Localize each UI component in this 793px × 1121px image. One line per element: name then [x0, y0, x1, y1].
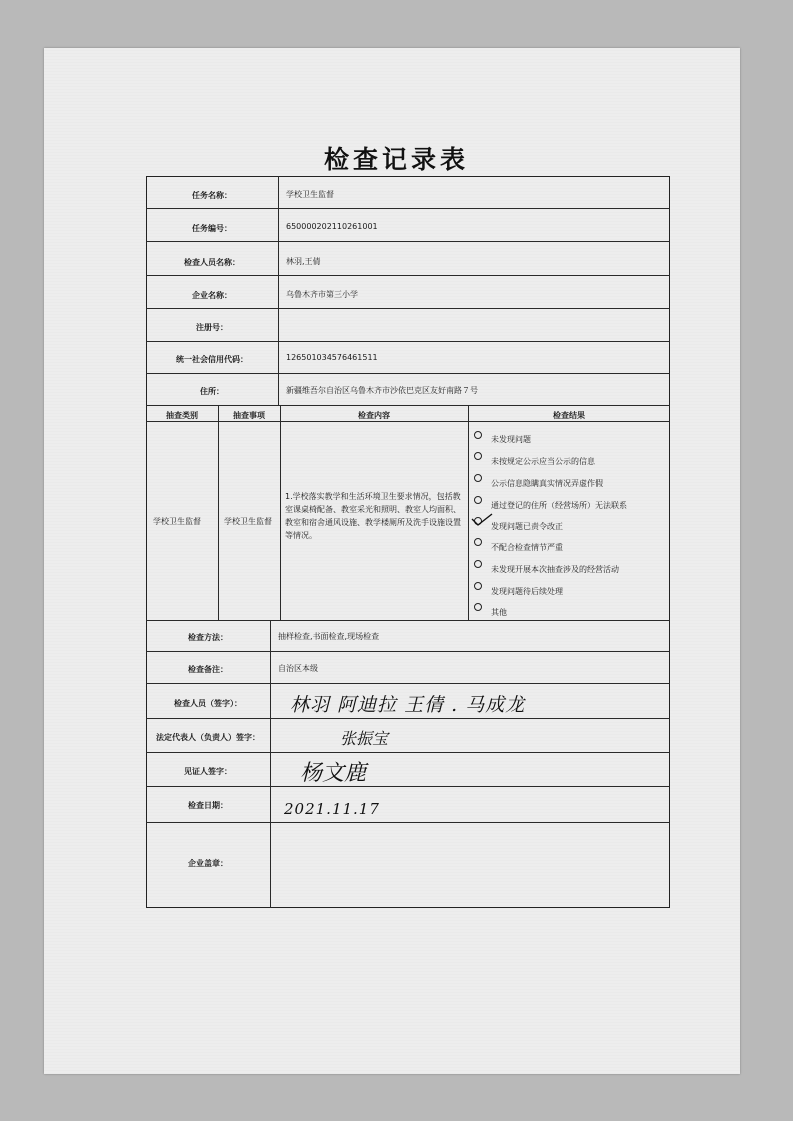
result-radio[interactable] — [474, 431, 482, 439]
result-radio[interactable] — [474, 474, 482, 482]
checkmark-icon — [470, 512, 494, 528]
inspection-category: 学校卫生监督 — [153, 517, 201, 526]
row-divider — [146, 718, 670, 719]
inspection-date: 2021.11.17 — [284, 800, 380, 818]
witness-signature: 杨文鹿 — [300, 761, 367, 786]
method-value: 抽样检查,书面检查,现场检查 — [278, 632, 380, 641]
row-divider — [146, 241, 670, 242]
inspector-signature: 林羽 阿迪拉 王倩 . 马成龙 — [290, 694, 526, 716]
row-divider — [146, 651, 670, 652]
column-divider — [218, 405, 219, 621]
result-option: 发现问题待后续处理 — [491, 587, 563, 596]
result-option: 其他 — [491, 608, 507, 617]
column-divider — [278, 176, 279, 406]
address-label: 住所： — [200, 387, 224, 396]
result-radio[interactable] — [474, 603, 482, 611]
row-divider — [146, 341, 670, 342]
inspection-item: 学校卫生监督 — [224, 517, 272, 526]
result-option: 未发现开展本次抽查涉及的经营活动 — [491, 565, 619, 574]
company-seal-label: 企业盖章： — [188, 859, 228, 868]
record-table — [146, 176, 670, 908]
result-option: 不配合检查情节严重 — [491, 543, 563, 552]
credit-code-value: 126501034576461511 — [286, 353, 378, 362]
task-name-value: 学校卫生监督 — [286, 190, 334, 199]
content-header: 检查内容 — [358, 411, 390, 420]
row-divider — [146, 208, 670, 209]
registration-number-label: 注册号： — [196, 323, 228, 332]
row-divider — [146, 275, 670, 276]
inspector-signature-label: 检查人员（签字）： — [174, 699, 242, 708]
result-option: 公示信息隐瞒真实情况弄虚作假 — [491, 479, 603, 488]
row-divider — [146, 786, 670, 787]
inspector-names-value: 林羽,王倩 — [286, 257, 321, 266]
method-label: 检查方法： — [188, 633, 228, 642]
row-divider — [146, 752, 670, 753]
row-divider — [146, 620, 670, 621]
task-number-value: 650000202110261001 — [286, 222, 378, 231]
witness-signature-label: 见证人签字： — [184, 767, 232, 776]
row-divider — [146, 683, 670, 684]
credit-code-label: 统一社会信用代码： — [176, 355, 248, 364]
column-divider — [270, 620, 271, 908]
result-radio[interactable] — [474, 560, 482, 568]
result-option-checked: 发现问题已责令改正 — [491, 522, 563, 531]
remark-value: 自治区本级 — [278, 664, 318, 673]
result-option: 未发现问题 — [491, 435, 531, 444]
category-header: 抽查类别 — [166, 411, 198, 420]
inspection-date-label: 检查日期： — [188, 801, 228, 810]
row-divider — [146, 405, 670, 406]
row-divider — [146, 308, 670, 309]
remark-label: 检查备注： — [188, 665, 228, 674]
inspection-content: 1.学校落实教学和生活环境卫生要求情况，包括教室课桌椅配备、教室采光和照明、教室人均面积、教室和宿舍通风设施、教学楼厕所及洗手设施设置等情况。 — [285, 492, 461, 540]
result-radio[interactable] — [474, 538, 482, 546]
task-name-label: 任务名称： — [192, 191, 232, 200]
row-divider — [146, 373, 670, 374]
result-header: 检查结果 — [553, 411, 585, 420]
result-option: 未按规定公示应当公示的信息 — [491, 457, 595, 466]
row-divider — [146, 822, 670, 823]
row-divider — [146, 421, 670, 422]
result-radio[interactable] — [474, 452, 482, 460]
result-radio[interactable] — [474, 496, 482, 504]
page-title: 检查记录表 — [323, 145, 469, 174]
address-value: 新疆维吾尔自治区乌鲁木齐市沙依巴克区友好南路７号 — [286, 386, 478, 395]
column-divider — [468, 405, 469, 621]
legal-rep-signature-label: 法定代表人（负责人）签字： — [156, 733, 260, 742]
result-option: 通过登记的住所（经营场所）无法联系 — [491, 501, 627, 510]
company-name-label: 企业名称： — [192, 291, 232, 300]
company-name-value: 乌鲁木齐市第三小学 — [286, 290, 358, 299]
inspector-names-label: 检查人员名称： — [184, 258, 240, 267]
column-divider — [280, 405, 281, 621]
result-radio[interactable] — [474, 582, 482, 590]
legal-rep-signature: 张振宝 — [340, 729, 389, 748]
item-header: 抽查事项 — [233, 411, 265, 420]
task-number-label: 任务编号： — [192, 224, 232, 233]
